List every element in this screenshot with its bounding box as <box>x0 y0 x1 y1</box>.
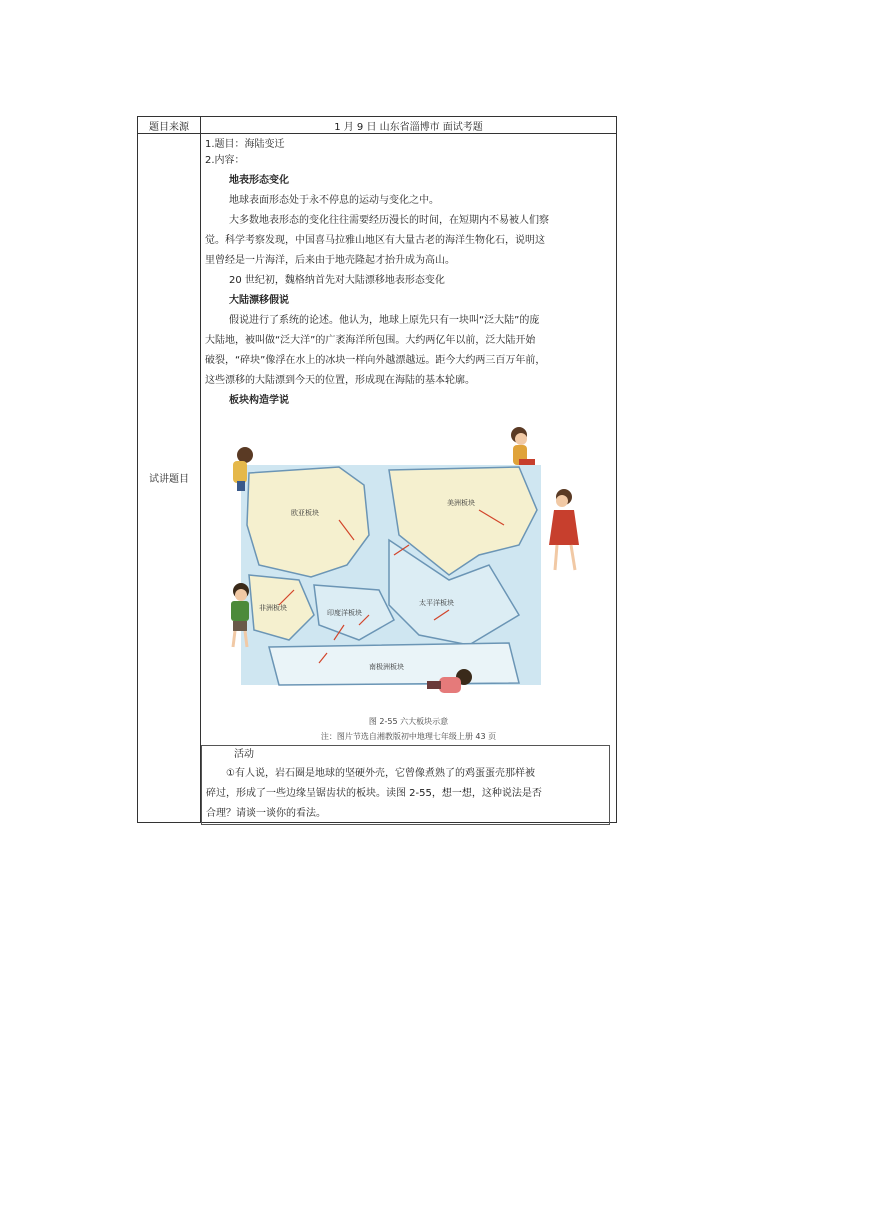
paragraph-4c: 破裂，“碎块”像浮在水上的冰块一样向外越漂越远。距今大约两三百万年前， <box>205 355 546 366</box>
label-indian: 印度洋板块 <box>327 609 362 617</box>
source-row <box>138 117 616 134</box>
heading-continental-drift: 大陆漂移假说 <box>229 295 289 306</box>
paragraph-4d: 这些漂移的大陆漂到今天的位置，形成现在海陆的基本轮廓。 <box>205 375 475 386</box>
map-caption: 图 2-55 六大板块示意 <box>368 717 449 726</box>
label-africa: 非洲板块 <box>259 604 287 612</box>
heading-plate-tectonics: 板块构造学说 <box>229 395 289 406</box>
child-top-right-icon <box>511 427 535 465</box>
topic-row <box>138 133 616 822</box>
topic-label: 试讲题目 <box>138 133 201 822</box>
paragraph-2b: 觉。科学考察发现，中国喜马拉雅山地区有大量古老的海洋生物化石，说明这 <box>205 235 545 246</box>
source-label: 题目来源 <box>138 117 201 133</box>
paragraph-4b: 大陆地，被叫做“泛大洋”的广袤海洋所包围。大约两亿年以前，泛大陆开始 <box>205 335 536 346</box>
content-label: 2.内容： <box>205 155 245 166</box>
paragraph-2c: 里曾经是一片海洋，后来由于地壳隆起才抬升成为高山。 <box>205 255 455 266</box>
topic-content <box>201 133 616 822</box>
exam-table <box>137 116 617 823</box>
source-value: 1 月 9 日 山东省淄博市 面试考题 <box>334 121 483 133</box>
paragraph-4a: 假说进行了系统的论述。他认为，地球上原先只有一块叫“泛大陆”的庞 <box>229 315 540 326</box>
activity-title: 活动 <box>234 749 254 760</box>
label-eurasia: 欧亚板块 <box>291 509 319 517</box>
heading-landform-change: 地表形态变化 <box>229 175 289 186</box>
activity-box <box>201 745 610 825</box>
plates-map <box>219 415 599 700</box>
child-right-icon <box>549 489 579 570</box>
map-source-note: 注：图片节选自湘教版初中地理七年级上册 43 页 <box>320 732 497 741</box>
label-pacific: 太平洋板块 <box>419 599 454 607</box>
activity-line-3: 合理？请谈一谈你的看法。 <box>206 808 326 819</box>
label-antarctic: 南极洲板块 <box>369 663 404 671</box>
plate-eurasia-shape <box>247 467 369 577</box>
child-left-icon <box>231 583 249 647</box>
topic-title: 1.题目：海陆变迁 <box>205 139 285 150</box>
label-america: 美洲板块 <box>447 499 475 507</box>
activity-line-1: ①有人说，岩石圈是地球的坚硬外壳，它曾像煮熟了的鸡蛋蛋壳那样被 <box>226 768 535 779</box>
paragraph-1: 地球表面形态处于永不停息的运动与变化之中。 <box>229 195 439 206</box>
paragraph-2a: 大多数地表形态的变化往往需要经历漫长的时间，在短期内不易被人们察 <box>229 215 549 226</box>
paragraph-3: 20 世纪初，魏格纳首先对大陆漂移地表形态变化 <box>229 275 445 286</box>
activity-line-2: 碎过，形成了一些边缘呈锯齿状的板块。读图 2-55，想一想，这种说法是否 <box>206 788 542 799</box>
